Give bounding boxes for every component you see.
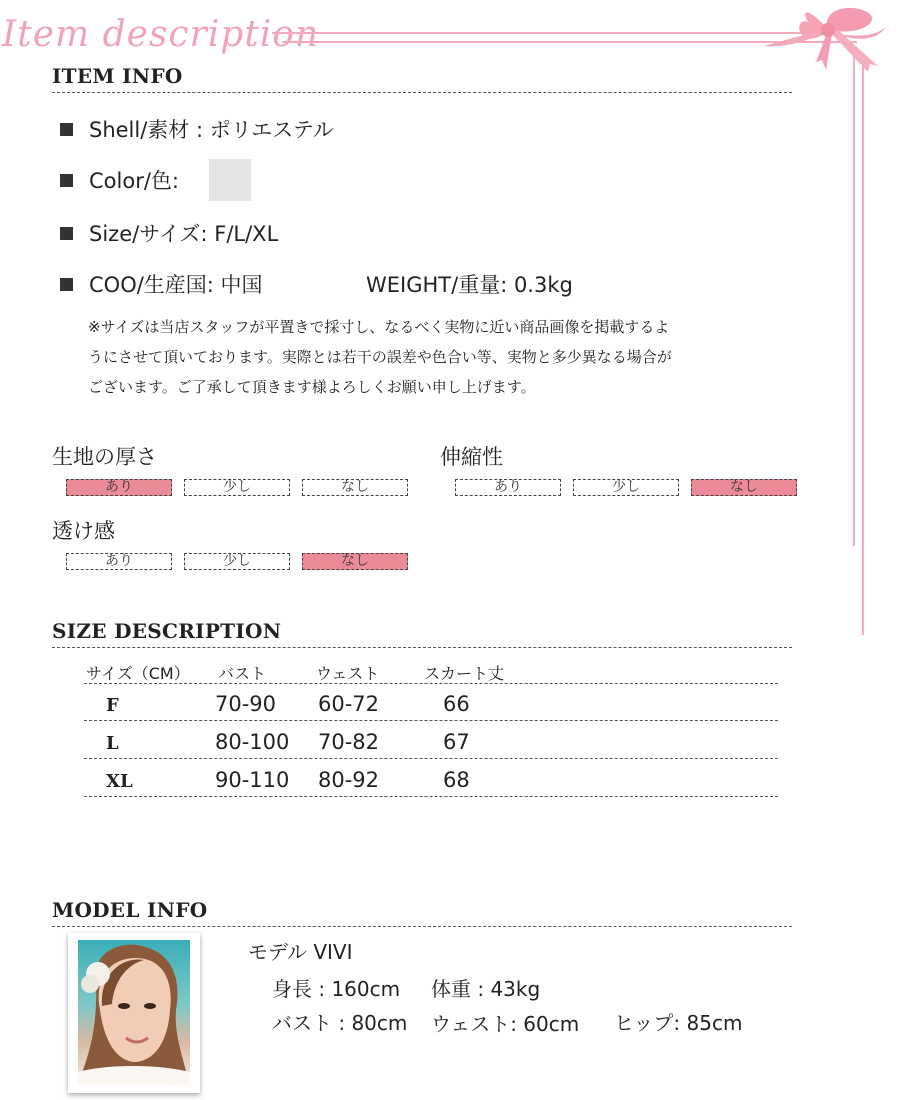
size-cell: F — [106, 695, 119, 716]
model-portrait-icon — [78, 940, 190, 1085]
item-info-title: ITEM INFO — [52, 64, 183, 88]
weight-text: WEIGHT/重量: 0.3kg — [366, 273, 573, 297]
coo-row — [60, 269, 263, 299]
stretch-label: 伸縮性 — [440, 445, 503, 469]
stretch-option: なし — [691, 479, 797, 496]
stretch-option: 少し — [573, 479, 679, 496]
coo-text: COO/生産国: 中国 — [89, 273, 263, 297]
size-cell: XL — [106, 771, 133, 792]
skirt-length-cell: 68 — [443, 768, 470, 792]
color-swatch — [209, 159, 251, 201]
shell-row — [60, 114, 334, 144]
size-description-divider — [52, 647, 792, 648]
bullet-square-icon — [60, 278, 73, 291]
bust-cell: 80-100 — [215, 730, 290, 754]
bullet-square-icon — [60, 174, 73, 187]
bust-header: バスト — [218, 664, 267, 683]
bust-cell: 90-110 — [215, 768, 290, 792]
table-row-divider — [84, 758, 778, 759]
header-rule-top — [272, 32, 820, 34]
model-info-title: MODEL INFO — [52, 898, 208, 922]
thickness-label: 生地の厚さ — [52, 445, 157, 469]
model-info-divider — [52, 926, 792, 927]
model-bust: バスト : 80cm — [272, 1011, 408, 1035]
model-hip: ヒップ: 85cm — [614, 1011, 743, 1035]
bullet-square-icon — [60, 227, 73, 240]
color-label: Color/色: — [89, 169, 179, 193]
size-cell: L — [106, 733, 119, 754]
note-line: ございます。ご了承して頂きます様よろしくお願い申し上げます。 — [88, 378, 536, 396]
note-line: うにさせて頂いております。実際とは若干の誤差や色合い等、実物と多少異なる場合が — [88, 348, 672, 366]
waist-cell: 70-82 — [318, 730, 380, 754]
table-header-divider — [84, 683, 778, 684]
ribbon-bow-icon — [758, 0, 898, 80]
thickness-option: 少し — [184, 479, 290, 496]
sheer-option: なし — [302, 553, 408, 570]
model-height: 身長 : 160cm — [272, 977, 401, 1001]
size-header: サイズ（CM） — [86, 664, 190, 683]
weight-row — [366, 269, 573, 299]
model-weight: 体重 : 43kg — [431, 977, 541, 1001]
bullet-square-icon — [60, 123, 73, 136]
sheer-option: あり — [66, 553, 172, 570]
note-line: ※サイズは当店スタッフが平置きで採寸し、なるべく実物に近い商品画像を掲載するよ — [88, 318, 670, 336]
skirt-length-cell: 66 — [443, 692, 470, 716]
thickness-options — [66, 479, 408, 496]
size-note — [88, 312, 798, 402]
size-text: Size/サイズ: F/L/XL — [89, 222, 279, 246]
stretch-options — [455, 479, 797, 496]
waist-cell: 80-92 — [318, 768, 380, 792]
model-name: モデル VIVI — [248, 940, 353, 964]
stretch-option: あり — [455, 479, 561, 496]
header-title: Item description — [2, 14, 320, 55]
size-description-title: SIZE DESCRIPTION — [52, 619, 282, 643]
waist-cell: 60-72 — [318, 692, 380, 716]
sheer-options — [66, 553, 408, 570]
shell-text: Shell/素材 : ポリエステル — [89, 118, 334, 142]
item-info-divider — [52, 92, 792, 93]
skirt-length-header: スカート丈 — [424, 664, 505, 683]
waist-header: ウェスト — [316, 664, 380, 683]
table-row-divider — [84, 796, 778, 797]
color-row — [60, 159, 251, 201]
skirt-length-cell: 67 — [443, 730, 470, 754]
frame-rule-inner — [853, 56, 855, 546]
sheer-option: 少し — [184, 553, 290, 570]
bust-cell: 70-90 — [215, 692, 277, 716]
table-row-divider — [84, 720, 778, 721]
model-photo — [78, 940, 190, 1085]
size-row — [60, 218, 278, 248]
thickness-option: なし — [302, 479, 408, 496]
frame-rule-outer — [862, 60, 864, 635]
sheer-label: 透け感 — [52, 519, 115, 543]
thickness-option: あり — [66, 479, 172, 496]
model-waist: ウェスト: 60cm — [431, 1012, 580, 1036]
